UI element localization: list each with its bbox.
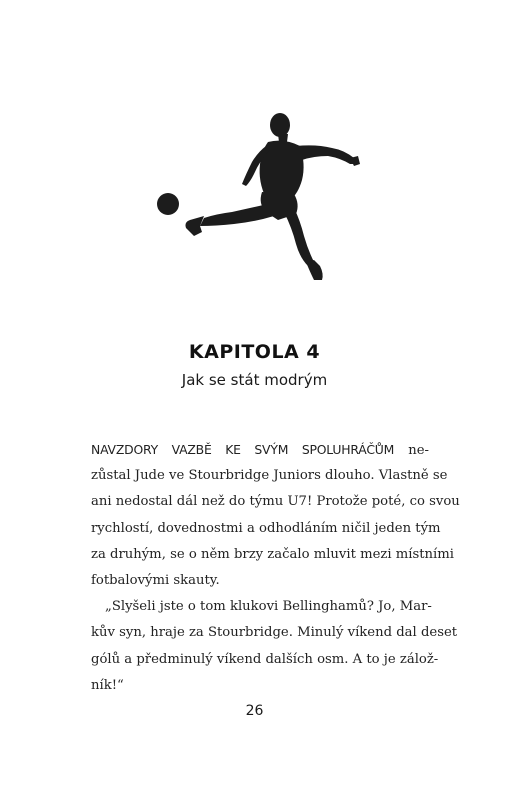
body-line: rychlostí, dovednostmi a odhodláním ničil jeden tým <box>91 520 441 536</box>
body-line: za druhým, se o něm brzy začalo mluvit mezi místními <box>91 546 454 562</box>
body-line: zůstal Jude ve Stourbridge Juniors dlouho. Vlastně se <box>91 468 448 484</box>
body-line: fotbalovými skauty. <box>91 572 220 588</box>
body-line: ani nedostal dál než do týmu U7! Protože poté, co svou <box>91 494 460 510</box>
body-line: ník!“ <box>91 677 124 693</box>
soccer-ball-icon <box>157 193 179 215</box>
body-line <box>91 437 429 463</box>
body-line-text: ne- <box>394 443 430 458</box>
page-number: 26 <box>245 703 264 719</box>
chapter-title: Jak se stát modrým <box>181 371 328 389</box>
soccer-player-silhouette-icon <box>150 108 365 286</box>
body-line: „Slyšeli jste o tom klukovi Bellinghamů? Jo, Mar- <box>105 599 432 615</box>
chapter-number-heading: KAPITOLA 4 <box>188 341 321 363</box>
body-line: gólů a předminulý víkend dalších osm. A to je zálož- <box>91 651 439 667</box>
body-line: kův syn, hraje za Stourbridge. Minulý víkend dal deset <box>91 625 458 641</box>
lead-in-caps: NAVZDORY VAZBĚ KE SVÝM SPOLUHRÁČŮM <box>91 442 395 457</box>
chapter-body-text <box>91 437 460 699</box>
